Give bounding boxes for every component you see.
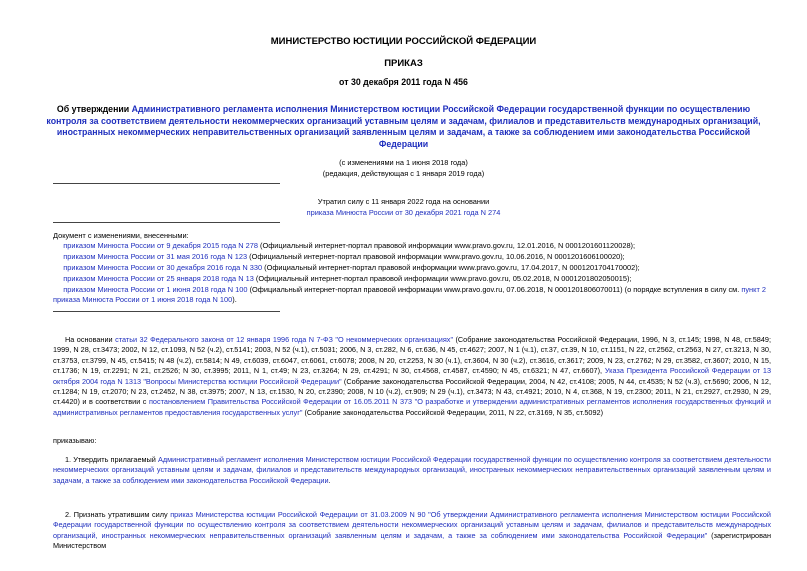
entry-into-force-link[interactable]: пункт 2 приказа Минюста России от 1 июня 2018 года N 100 [53, 285, 766, 304]
change-link-2018-jan[interactable]: приказом Минюста России от 25 января 2018 года N 13 [63, 274, 254, 283]
expired-basis [0, 208, 807, 218]
president-decree-link[interactable]: Указа Президента Российской Федерации от 13 октября 2004 года N 1313 "Вопросы Министерства юстиции Российской Федерации" [53, 366, 771, 386]
change-source: (Официальный интернет-портал правовой информации www.pravo.gov.ru, 12.01.2016, N 0001201601120028); [257, 241, 636, 250]
change-link-2018-jun[interactable]: приказом Минюста России от 1 июня 2018 года N 100 [63, 285, 248, 294]
basis-paragraph [53, 335, 771, 418]
doc-date-number: от 30 декабря 2011 года N 456 [339, 77, 468, 87]
edition-current: (редакция, действующая с 1 января 2019 года) [322, 169, 485, 178]
changes-item [53, 263, 773, 273]
order-item-1 [53, 455, 771, 486]
order-text: (зарегистрирован Министерством [53, 530, 771, 551]
basis-text: (Собрание законодательства Российской Федерации, 2011, N 22, ст.3169, N 35, ст.5092) [302, 407, 603, 417]
approved-regulation-link[interactable]: Административный регламент исполнения Министерством юстиции Российской Федерации государственной функции по осуществлению контроля за соответствием деятельности некоммерческих организаций уставным целям и задачам, филиалов и представительств международных организаций, иностранных некоммерческих неправительственных организаций заявленным целям и задачам, а также за соблюдением ими законодательства Российской Федерации [53, 455, 771, 485]
changes-intro: Документ с изменениями, внесенными: [53, 231, 189, 240]
document-title [46, 104, 761, 150]
repealed-order-link[interactable]: приказ Министерства юстиции Российской Федерации от 31.03.2009 N 90 "Об утверждении Административного регламента исполнения Министерством юстиции Российской Федерации государственной функции по осуществлению контроля за соответствием деятельности некоммерческих организаций уставным целям и задачам, филиалов и представительств международных организаций, иностранных некоммерческих неправительственных организаций заявленным целям и задачам, а также за соблюдением ими законодательства Российской Федерации" [53, 510, 771, 540]
order-text: . [328, 475, 331, 485]
government-resolution-link[interactable]: постановлением Правительства Российской Федерации от 16.05.2011 N 373 "О разработке и утверждении административных регламентов исполнения государственных функций и административных регламентов предоставления государственных услуг" [53, 397, 771, 417]
divider [53, 183, 280, 184]
title-prefix: Об утверждении [56, 104, 132, 114]
change-source: (Официальный интернет-портал правовой информации www.pravo.gov.ru, 10.06.2016, N 0001201606100020); [247, 252, 625, 261]
change-link-2016-may[interactable]: приказом Минюста России от 31 мая 2016 года N 123 [63, 252, 248, 261]
order-text: 1. Утвердить прилагаемый [65, 455, 158, 464]
change-tail: ). [232, 295, 237, 304]
ministry-heading: МИНИСТЕРСТВО ЮСТИЦИИ РОССИЙСКОЙ ФЕДЕРАЦИИ [270, 36, 537, 47]
changes-item [53, 241, 773, 251]
law-article-link[interactable]: статьи 32 Федерального закона от 12 января 1996 года N 7-ФЗ "О некоммерческих организациях" [115, 335, 454, 344]
changes-item [53, 285, 771, 305]
order-text: 2. Признать утратившим силу [65, 510, 171, 519]
divider [53, 222, 280, 223]
changes-item [53, 274, 773, 284]
basis-text: На основании [65, 335, 116, 344]
divider [53, 311, 280, 312]
change-source: (Официальный интернет-портал правовой информации www.pravo.gov.ru, 05.02.2018, N 0001201802050015); [253, 274, 632, 283]
basis-text: (Собрание законодательства Российской Федерации, 2004, N 42, ст.4108; 2005, N 44, ст.4535; N 52 (ч.3), ст.5690; 2006, N 12, ст.1284; N 19, ст.2070; N 23, ст.2452, N 38, ст.3975; 2007, N 13, ст.1530, N 20, ст.2390; 2008, N 10 (ч.2), ст.909; N 29 (ч.1), ст.3473; N 43, ст.4921; 2010, N 4, ст.368, N 19, ст.2300; 2011, N 21, ст.2927, ст.2930, N 29, ст.4420) и в соответствии с [53, 376, 772, 407]
regulation-link[interactable]: Административного регламента исполнения Министерством юстиции Российской Федерации государственной функции по осуществлению контроля за соответствием деятельности некоммерческих организаций уставным целям и задачам, филиалов и представительств международных организаций, иностранных некоммерческих неправительственных организаций заявленным целям и задачам, а также за соблюдением ими законодательства Российской Федерации [46, 104, 761, 149]
change-source: (Официальный интернет-портал правовой информации www.pravo.gov.ru, 07.06.2018, N 0001201806070011) (о порядке вступления в силу см. [247, 285, 742, 294]
changes-item [53, 252, 773, 262]
order-word: приказываю: [53, 436, 97, 445]
doc-type: ПРИКАЗ [384, 58, 423, 69]
basis-text: (Собрание законодательства Российской Федерации, 1996, N 3, ст.145; 1998, N 48, ст.5849; 1999, N 28, ст.3473; 2002, N 12, ст.1093, N 52 (ч.2), ст.5141; 2003, N 52 (ч.1), ст.5031; 2006, N 3, ст.282, N 6, ст.636, N 45, ст.4627; 2007, N 1 (ч.1), ст.37, ст.39, N 10, ст.1151, N 22, ст.2562, ст.2563, N 27, ст.3213, N 30, ст.3753, ст.3799, N 45, ст.5415; N 48 (ч.2), ст.5814; N 49, ст.6039, ст.6047, ст.6061, ст.6078; 2008, N 20, ст.2253, N 30 (ч.1), ст.3604, N 30 (ч.2), ст.3616, ст.3617; 2009, N 23, ст.2762; N 29, ст.3582, ст.3607; 2010, N 15, ст.1736; N 19, ст.2291; N 21, ст.2526; N 30, ст.3995; 2011, N 1, ст.49; N 23, ст.3264; N 29, ст.4291; N 30, ст.4568, ст.4587, ст.4590; N 45, ст.6321; N 47, ст.6607), [53, 335, 771, 376]
change-source: (Официальный интернет-портал правовой информации www.pravo.gov.ru, 17.04.2017, N 0001201704170002); [262, 263, 640, 272]
edition-changes: (с изменениями на 1 июня 2018 года) [339, 158, 468, 167]
order-item-2 [53, 510, 771, 552]
expired-basis-link[interactable]: приказа Минюста России от 30 декабря 2021 года N 274 [306, 208, 501, 217]
change-link-2015[interactable]: приказом Минюста России от 9 декабря 2015 года N 278 [63, 241, 258, 250]
expired-note: Утратил силу с 11 января 2022 года на основании [317, 197, 490, 206]
change-link-2016-dec[interactable]: приказом Минюста России от 30 декабря 2016 года N 330 [63, 263, 263, 272]
